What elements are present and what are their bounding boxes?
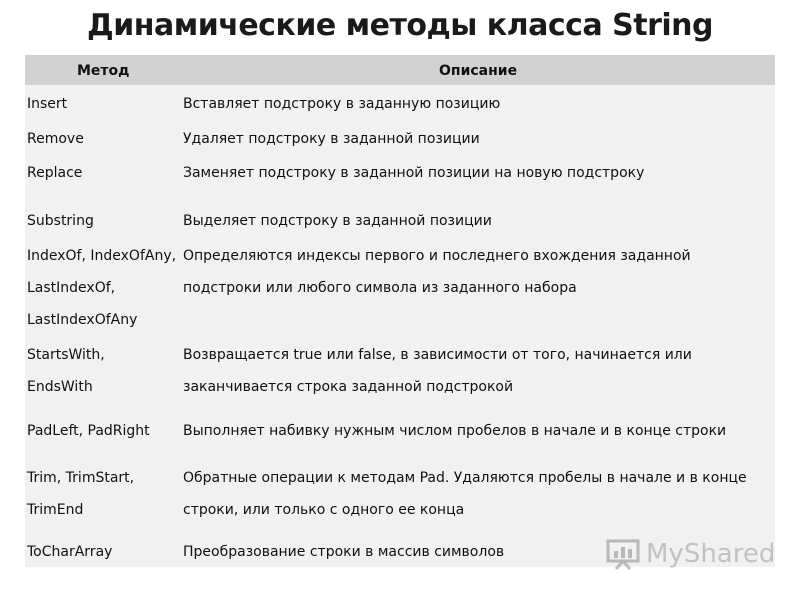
watermark-text: MyShared	[646, 539, 776, 569]
description-cell: Преобразование строки в массив символов	[183, 544, 505, 560]
method-cell: IndexOf, IndexOfAny, LastIndexOf, LastIndexOfAny	[27, 248, 177, 328]
method-cell: Trim, TrimStart, TrimEnd	[27, 470, 135, 518]
method-cell: StartsWith, EndsWith	[27, 347, 105, 395]
presentation-board-icon	[606, 538, 642, 570]
methods-table	[25, 55, 775, 567]
table-header	[25, 55, 775, 85]
description-cell: Удаляет подстроку в заданной позиции	[183, 131, 480, 147]
description-cell: Вставляет подстроку в заданную позицию	[183, 96, 501, 112]
description-cell: Заменяет подстроку в заданной позиции на новую подстроку	[183, 165, 645, 181]
method-cell: Substring	[27, 213, 94, 229]
description-cell: Выполняет набивку нужным числом пробелов в начале и в конце строки	[183, 423, 727, 439]
method-cell: Insert	[27, 96, 68, 112]
page-title: Динамические методы класса String	[86, 8, 713, 43]
description-cell: Выделяет подстроку в заданной позиции	[183, 213, 492, 229]
watermark-logo	[606, 536, 776, 572]
header-description: Описание	[439, 63, 518, 79]
description-cell: Определяются индексы первого и последнего вхождения заданной подстроки или любого символа из заданного набора	[183, 248, 691, 296]
description-cell: Возвращается true или false, в зависимости от того, начинается или заканчивается строка заданной подстрокой	[183, 347, 692, 395]
method-cell: Remove	[27, 131, 84, 147]
method-cell: PadLeft, PadRight	[27, 423, 150, 439]
header-method: Метод	[77, 63, 130, 79]
description-cell: Обратные операции к методам Pad. Удаляются пробелы в начале и в конце строки, или только с одного ее конца	[183, 470, 747, 518]
method-cell: Replace	[27, 165, 83, 181]
method-cell: ToCharArray	[27, 544, 113, 560]
